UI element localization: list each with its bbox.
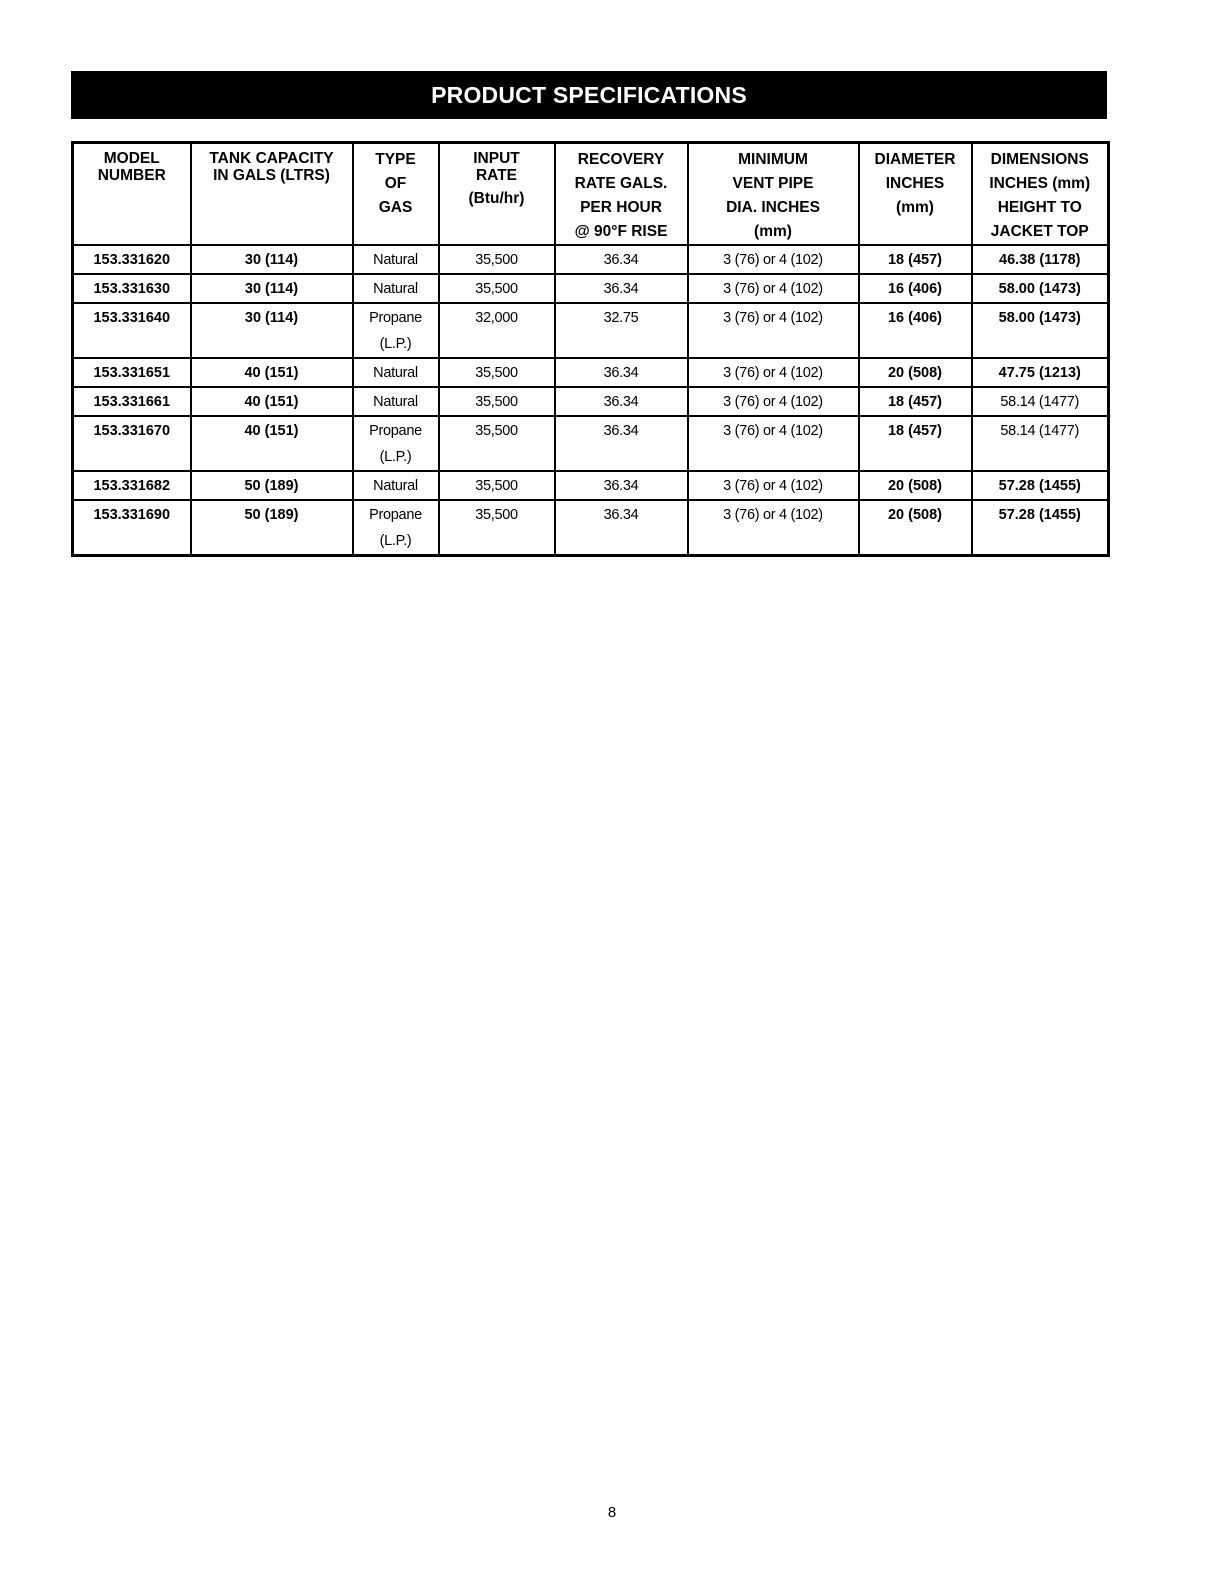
- header-line: INPUT: [473, 150, 520, 167]
- header-tank-capacity: [191, 143, 353, 246]
- table-row: [73, 303, 1109, 358]
- gas-type-cell: [353, 303, 439, 358]
- dimensions-cell: 46.38 (1178): [972, 245, 1109, 274]
- gas-type-line: Propane: [369, 423, 422, 439]
- diameter-cell: 16 (406): [859, 303, 972, 358]
- gas-type-line: (L.P.): [379, 336, 412, 352]
- header-line: (mm): [896, 199, 934, 216]
- header-recovery-rate: [555, 143, 688, 246]
- gas-type-line: (L.P.): [379, 533, 412, 549]
- table-row: [73, 387, 1109, 416]
- header-row: [73, 143, 1109, 246]
- vent-pipe-cell: 3 (76) or 4 (102): [688, 500, 859, 556]
- tank-capacity-cell: 50 (189): [191, 500, 353, 556]
- model-number-cell: 153.331690: [73, 500, 191, 556]
- header-line: MINIMUM: [738, 151, 808, 168]
- product-specifications-table: [71, 141, 1110, 557]
- header-line: DIAMETER: [874, 151, 956, 168]
- tank-capacity-cell: 30 (114): [191, 303, 353, 358]
- tank-capacity-cell: 40 (151): [191, 416, 353, 471]
- header-line: TANK CAPACITY: [209, 150, 334, 167]
- recovery-rate-cell: 36.34: [555, 500, 688, 556]
- header-line: OF: [384, 175, 407, 192]
- input-rate-cell: 35,500: [439, 358, 555, 387]
- header-line: INCHES (mm): [989, 175, 1091, 192]
- page-number: 8: [607, 1504, 617, 1521]
- diameter-cell: 20 (508): [859, 471, 972, 500]
- gas-type-line: Natural: [373, 281, 418, 297]
- header-line: DIA. INCHES: [726, 199, 820, 216]
- dimensions-cell: 58.00 (1473): [972, 274, 1109, 303]
- diameter-cell: 20 (508): [859, 358, 972, 387]
- vent-pipe-cell: 3 (76) or 4 (102): [688, 416, 859, 471]
- diameter-cell: 18 (457): [859, 245, 972, 274]
- gas-type-cell: [353, 416, 439, 471]
- model-number-cell: 153.331630: [73, 274, 191, 303]
- gas-type-cell: [353, 274, 439, 303]
- gas-type-line: Natural: [373, 478, 418, 494]
- gas-type-cell: [353, 471, 439, 500]
- header-line: JACKET TOP: [990, 223, 1089, 240]
- dimensions-cell: 47.75 (1213): [972, 358, 1109, 387]
- page-title: PRODUCT SPECIFICATIONS: [71, 71, 1107, 119]
- header-line: RATE: [475, 167, 518, 185]
- gas-type-cell: [353, 387, 439, 416]
- header-line: MODEL: [103, 150, 160, 167]
- dimensions-cell: 57.28 (1455): [972, 471, 1109, 500]
- model-number-cell: 153.331651: [73, 358, 191, 387]
- tank-capacity-cell: 50 (189): [191, 471, 353, 500]
- recovery-rate-cell: 36.34: [555, 387, 688, 416]
- header-diameter: [859, 143, 972, 246]
- table-row: [73, 416, 1109, 471]
- header-line: (mm): [754, 223, 792, 240]
- header-line: HEIGHT TO: [997, 199, 1082, 216]
- vent-pipe-cell: 3 (76) or 4 (102): [688, 471, 859, 500]
- dimensions-cell: 57.28 (1455): [972, 500, 1109, 556]
- header-line: INCHES: [885, 175, 945, 192]
- gas-type-line: Natural: [373, 252, 418, 268]
- recovery-rate-cell: 36.34: [555, 358, 688, 387]
- vent-pipe-cell: 3 (76) or 4 (102): [688, 245, 859, 274]
- diameter-cell: 18 (457): [859, 416, 972, 471]
- recovery-rate-cell: 36.34: [555, 245, 688, 274]
- header-line: IN GALS (LTRS): [213, 167, 330, 185]
- model-number-cell: 153.331661: [73, 387, 191, 416]
- header-dimensions: [972, 143, 1109, 246]
- header-type-of-gas: [353, 143, 439, 246]
- input-rate-cell: 35,500: [439, 471, 555, 500]
- gas-type-cell: [353, 500, 439, 556]
- input-rate-cell: 35,500: [439, 416, 555, 471]
- header-line: @ 90°F RISE: [574, 223, 668, 240]
- header-line: TYPE: [375, 151, 416, 168]
- dimensions-cell: 58.00 (1473): [972, 303, 1109, 358]
- gas-type-line: Natural: [373, 365, 418, 381]
- gas-type-cell: [353, 245, 439, 274]
- recovery-rate-cell: 32.75: [555, 303, 688, 358]
- table-row: [73, 245, 1109, 274]
- gas-type-cell: [353, 358, 439, 387]
- header-line: GAS: [378, 199, 413, 216]
- table-row: [73, 358, 1109, 387]
- gas-type-line: Propane: [369, 310, 422, 326]
- vent-pipe-cell: 3 (76) or 4 (102): [688, 303, 859, 358]
- input-rate-cell: 35,500: [439, 274, 555, 303]
- gas-type-line: Natural: [373, 394, 418, 410]
- header-line: RECOVERY: [577, 151, 665, 168]
- model-number-cell: 153.331640: [73, 303, 191, 358]
- tank-capacity-cell: 40 (151): [191, 387, 353, 416]
- header-model-number: [73, 143, 191, 246]
- gas-type-line: (L.P.): [379, 449, 412, 465]
- header-line: PER HOUR: [580, 199, 662, 216]
- model-number-cell: 153.331670: [73, 416, 191, 471]
- diameter-cell: 18 (457): [859, 387, 972, 416]
- header-line: (Btu/hr): [468, 189, 525, 207]
- model-number-cell: 153.331682: [73, 471, 191, 500]
- table-row: [73, 500, 1109, 556]
- model-number-cell: 153.331620: [73, 245, 191, 274]
- gas-type-line: Propane: [369, 507, 422, 523]
- diameter-cell: 16 (406): [859, 274, 972, 303]
- input-rate-cell: 35,500: [439, 245, 555, 274]
- recovery-rate-cell: 36.34: [555, 274, 688, 303]
- header-line: NUMBER: [97, 167, 166, 185]
- table-row: [73, 471, 1109, 500]
- diameter-cell: 20 (508): [859, 500, 972, 556]
- input-rate-cell: 35,500: [439, 500, 555, 556]
- header-line: DIMENSIONS: [990, 151, 1089, 168]
- table-row: [73, 274, 1109, 303]
- vent-pipe-cell: 3 (76) or 4 (102): [688, 387, 859, 416]
- vent-pipe-cell: 3 (76) or 4 (102): [688, 274, 859, 303]
- header-input-rate: [439, 143, 555, 246]
- dimensions-cell: 58.14 (1477): [972, 387, 1109, 416]
- tank-capacity-cell: 40 (151): [191, 358, 353, 387]
- recovery-rate-cell: 36.34: [555, 471, 688, 500]
- tank-capacity-cell: 30 (114): [191, 245, 353, 274]
- input-rate-cell: 32,000: [439, 303, 555, 358]
- dimensions-cell: 58.14 (1477): [972, 416, 1109, 471]
- header-line: RATE GALS.: [574, 175, 668, 192]
- input-rate-cell: 35,500: [439, 387, 555, 416]
- vent-pipe-cell: 3 (76) or 4 (102): [688, 358, 859, 387]
- tank-capacity-cell: 30 (114): [191, 274, 353, 303]
- header-minimum-vent-pipe: [688, 143, 859, 246]
- recovery-rate-cell: 36.34: [555, 416, 688, 471]
- header-line: VENT PIPE: [732, 175, 814, 192]
